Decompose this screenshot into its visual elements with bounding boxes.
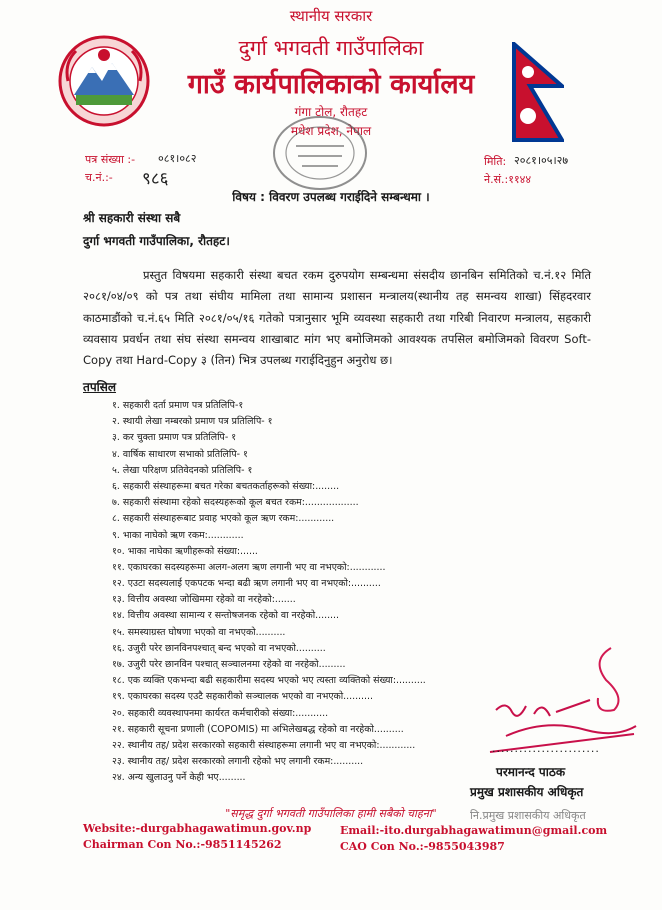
schedule-item: २०. सहकारी व्यवस्थापनमा कार्यरत कर्मचारीको संख्या:........... bbox=[112, 707, 329, 719]
letter-subject: विषय : विवरण उपलब्ध गराईदिने सम्बन्धमा । bbox=[232, 190, 430, 204]
schedule-item: १७. उजुरी परेर छानविन पश्चात् सञ्चालनमा रहेको वा नरहेको......... bbox=[112, 659, 346, 670]
schedule-item: २४. अन्य खुलाउनु पर्ने केही भए......... bbox=[112, 772, 246, 784]
office-seal-stamp-icon bbox=[270, 112, 370, 194]
letter-number-value: ०८१।०८२ bbox=[158, 152, 197, 165]
header-municipality-name: दुर्गा भगवती गाउँपालिका bbox=[238, 36, 424, 60]
schedule-item: २. स्थायी लेखा नम्बरको प्रमाण पत्र प्रतिलिपि- १ bbox=[112, 416, 273, 428]
footer-email: Email:-ito.durgabhagawatimun@gmail.com bbox=[340, 824, 608, 837]
nepal-sambat-date: ने.सं.:११४४ bbox=[484, 173, 532, 186]
schedule-item: १२. एउटा सदस्यलाई एकपटक भन्दा बढी ऋण लगानी भए वा नभएको:.......... bbox=[112, 578, 381, 590]
schedule-item: ७. सहकारी संस्थामा रहेको सदस्यहरूको कूल बचत रकम:.................. bbox=[112, 497, 359, 509]
schedule-item: ५. लेखा परिक्षण प्रतिवेदनको प्रतिलिपि- १ bbox=[112, 464, 253, 476]
schedule-item: ३. कर चुक्ता प्रमाण पत्र प्रतिलिपि- १ bbox=[112, 432, 237, 444]
schedule-item: ९. भाका नाघेको ऋण रकम:............ bbox=[112, 529, 244, 541]
footer-chairman-contact: Chairman Con No.:-9851145262 bbox=[83, 838, 282, 851]
footer-cao-contact: CAO Con No.:-9855043987 bbox=[340, 840, 505, 853]
date-value: २०८१।०५।२७ bbox=[514, 154, 569, 167]
header-address: गंगा टोल, रौतहट bbox=[294, 105, 368, 119]
schedule-item: ११. एकाघरका सदस्यहरूमा अलग-अलग ऋण लगानी भए वा नभएको:............ bbox=[112, 561, 386, 573]
officer-stamp-text: नि.प्रमुख प्रशासकीय अधिकृत bbox=[470, 809, 586, 822]
footer-slogan: "समृद्ध दुर्गा भगवती गाउँपालिका हामी सबैको चाहना" bbox=[225, 807, 437, 820]
schedule-item: २१. सहकारी सूचना प्रणाली (COPOMIS) मा अभिलेखबद्ध रहेको वा नरहेको.......... bbox=[112, 723, 404, 735]
schedule-item: ६. सहकारी संस्थाहरूमा बचत गरेका बचतकर्ताहरूको संख्या:........ bbox=[112, 480, 340, 492]
dispatch-number-value: ९८६ bbox=[142, 169, 169, 189]
schedule-item: १६. उजुरी परेर छानविनपश्चात् बन्द भएको वा नभएको.......... bbox=[112, 642, 326, 654]
schedule-item: १३. वित्तीय अवस्था जोखिममा रहेको वा नरहेको:....... bbox=[112, 594, 296, 606]
signatory-name: परमानन्द पाठक bbox=[496, 765, 566, 779]
schedule-item: १५. समस्याग्रस्त घोषणा भएको वा नभएको.......... bbox=[112, 626, 286, 638]
schedule-item: ८. सहकारी संस्थाहरूबाट प्रवाह भएको कूल ऋण रकम:............ bbox=[112, 513, 335, 525]
signatory-title: प्रमुख प्रशासकीय अधिकृत bbox=[470, 785, 584, 799]
schedule-item: २३. स्थानीय तह/ प्रदेश सरकारको लगानी रहेको भए लगानी रकम:.......... bbox=[112, 756, 364, 768]
date-label: मिति: bbox=[484, 155, 507, 168]
schedule-item: १८. एक व्यक्ति एकभन्दा बढी सहकारीमा सदस्य भएको भए त्यस्ता व्यक्तिको संख्या:.......... bbox=[112, 675, 426, 687]
addressee-line-1: श्री सहकारी संस्था सबै bbox=[83, 211, 181, 225]
schedule-heading: तपसिल bbox=[83, 380, 117, 394]
header-province: मधेश प्रदेश, नेपाल bbox=[290, 124, 372, 138]
signature-line: ........................ bbox=[492, 742, 600, 755]
schedule-list bbox=[112, 398, 426, 787]
addressee-line-2: दुर्गा भगवती गाउँपालिका, रौतहट। bbox=[83, 234, 230, 248]
footer-website: Website:-durgabhagawatimun.gov.np bbox=[83, 822, 312, 835]
letter-body-paragraph: प्रस्तुत विषयमा सहकारी संस्था बचत रकम दुरुपयोग सम्बन्धमा संसदीय छानबिन समितिको च.नं.१२ मिति २०८१/०४/०९ को पत्र तथा संघीय मामिला तथा सामान्य प्रशासन मन्त्रालय(स्थानीय तह समन्वय शाखा) सिंहदरवार काठमाडौंको च.नं.६५ मिति २०८१/०५/१६ गतेको पत्रानुसार भूमि व्यवस्था सहकारी तथा गरिबी निवारण मन्त्रालय, सहकारी व्यवसाय प्रवर्धन तथा संघ संस्था समन्वय शाखाबाट मांग भए बमोजिमको आवश्यक तपसिल बमोजिमको विवरण Soft-Copy तथा Hard-Copy ३ (तिन) भित्र उपलब्ध गराईदिनुहुन अनुरोध छ। bbox=[83, 268, 591, 368]
dispatch-number-label: च.नं.:- bbox=[85, 171, 113, 184]
header-office-name: गाउँ कार्यपालिकाको कार्यालय bbox=[187, 69, 475, 100]
schedule-item: १४. वित्तीय अवस्था सामान्य र सन्तोषजनक रहेको वा नरहेको........ bbox=[112, 610, 339, 622]
schedule-item: १९. एकाघरका सदस्य एउटै सहकारीको सञ्चालक भएको वा नभएको.......... bbox=[112, 691, 373, 703]
schedule-item: ४. वार्षिक साधारण सभाको प्रतिलिपि- १ bbox=[112, 448, 248, 460]
schedule-item: २२. स्थानीय तह/ प्रदेश सरकारको सहकारी संस्थाहरूमा लगानी भए वा नभएको:............ bbox=[112, 739, 416, 751]
letter-number-label: पत्र संख्या :- bbox=[85, 153, 136, 166]
schedule-item: १०. भाका नाघेका ऋणीहरूको संख्या:...... bbox=[112, 545, 258, 557]
schedule-item: १. सहकारी दर्ता प्रमाण पत्र प्रतिलिपि-१ bbox=[112, 400, 244, 411]
header-local-government: स्थानीय सरकार bbox=[289, 7, 373, 25]
